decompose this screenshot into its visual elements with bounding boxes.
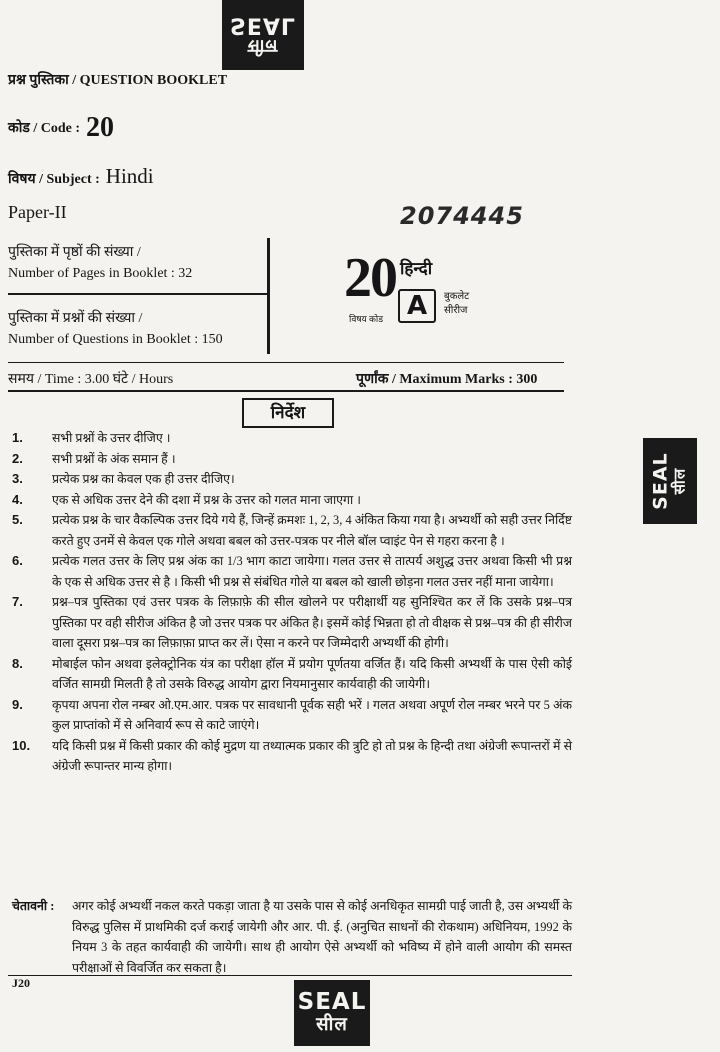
- marks-text: पूर्णांक / Maximum Marks : 300: [356, 372, 538, 387]
- seal-en-text: SEAL: [649, 452, 672, 510]
- instruction-number: 2.: [12, 450, 23, 466]
- booklet-label: प्रश्न पुस्तिका / QUESTION BOOKLET: [8, 73, 228, 88]
- questions-label-hi: पुस्तिका में प्रश्नों की संख्या /: [8, 311, 143, 326]
- divider: [8, 293, 270, 295]
- pages-label-en: Number of Pages in Booklet : 32: [8, 266, 193, 281]
- instruction-number: 10.: [12, 737, 31, 753]
- seal-stamp-side: [643, 438, 697, 524]
- seal-hi-text: सील: [247, 35, 279, 56]
- series-caption-line: सीरीज: [444, 305, 468, 316]
- instruction-item: [12, 654, 572, 695]
- seal-en-text: SEAL: [297, 989, 367, 1016]
- pages-info: [8, 242, 192, 284]
- instruction-item: [12, 510, 572, 551]
- subject-code-caption: विषय कोड: [349, 314, 384, 324]
- instructions-heading: निर्देश: [242, 398, 334, 428]
- series-caption: [444, 290, 469, 318]
- instruction-text: प्रत्येक प्रश्न के चार वैकल्पिक उत्तर दिये गये हैं, जिन्हें क्रमशः 1, 2, 3, 4 अंकित किया गया है। अभ्यर्थी को सही उत्तर निर्दिष्ट करते हुए उनमें से केवल एक गोले अथवा बबल को उत्तर-पत्रक पर नीले बॉल प्वाइंट पेन से गहरा करना है ।: [52, 513, 572, 548]
- instruction-text: प्रश्न–पत्र पुस्तिका एवं उत्तर पत्रक के लिफ़ाफ़े की सील खोलने पर परीक्षार्थी यह सुनिश्चित कर लें कि उसके प्रश्न–पत्र पुस्तिका पर वही सीरीज अंकित है जो उत्तर पत्रक पर अंकित है। इसमें कोई भिन्नता हो तो वीक्षक से प्रश्न–पत्र की ही सीरीज वाला दूसरा प्रश्न–पत्र का लिफ़ाफ़ा प्राप्त कर लें। ऐसा न करने पर जिम्मेदारी अभ्यर्थी की होगी।: [52, 595, 572, 650]
- paper-label: Paper-II: [8, 202, 67, 222]
- series-caption-line: बुकलेट: [444, 291, 470, 302]
- instruction-item: [12, 695, 572, 736]
- subject-label: विषय / Subject :: [8, 172, 100, 187]
- instruction-text: सभी प्रश्नों के अंक समान हैं ।: [52, 451, 176, 466]
- serial-number: 2074445: [400, 202, 524, 230]
- series-letter: A: [398, 289, 436, 323]
- instruction-item: [12, 490, 572, 511]
- divider: [8, 975, 572, 976]
- footer-code: J20: [12, 976, 30, 990]
- code-row: [8, 112, 114, 144]
- seal-en-text: SEAL: [230, 13, 296, 39]
- time-text: समय / Time : 3.00 घंटे / Hours: [8, 372, 174, 387]
- questions-label-en: Number of Questions in Booklet : 150: [8, 332, 223, 347]
- instruction-text: यदि किसी प्रश्न में किसी प्रकार की कोई मुद्रण या तथ्यात्मक प्रकार की त्रुटि हो तो प्रश्न के हिन्दी तथा अंग्रेजी रूपान्तरों में से अंग्रेजी रूपान्तर मान्य होगा।: [52, 738, 572, 773]
- instruction-number: 6.: [12, 553, 23, 568]
- seal-hi-text: सील: [670, 467, 689, 495]
- subject-hindi: हिन्दी: [400, 259, 433, 278]
- divider: [8, 390, 564, 392]
- questions-info: [8, 308, 223, 350]
- subject-row: [8, 164, 154, 189]
- instruction-number: 3.: [12, 471, 23, 486]
- warning-label: चेतावनी :: [12, 899, 55, 913]
- instruction-item: [12, 428, 572, 449]
- seal-stamp-bottom: [294, 980, 370, 1046]
- instruction-number: 5.: [12, 512, 23, 527]
- code-label: कोड / Code :: [8, 121, 81, 136]
- instruction-number: 7.: [12, 594, 23, 609]
- instruction-text: मोबाईल फोन अथवा इलेक्ट्रोनिक यंत्र का परीक्षा हॉल में प्रयोग पूर्णतया वर्जित हैं। यदि किसी अभ्यर्थी के पास ऐसी कोई वर्जित सामग्री मिलती है तो उसके विरुद्ध आयोग द्वारा नियमानुसार कार्यवाही की जायेगी।: [52, 656, 572, 691]
- warning-text: अगर कोई अभ्यर्थी नकल करते पकड़ा जाता है या उसके पास से कोई अनधिकृत सामग्री पाई जाती है, उस अभ्यर्थी के विरुद्ध पुलिस में प्राथमिकी दर्ज कराई जायेगी और आर. पी. ई. (अनुचित साधनों की रोकथाम) अधिनियम, 1992 के नियम 3 के तहत कार्यवाही की जायेगी। साथ ही आयोग ऐसे अभ्यर्थी को भविष्य में होने वाली आयोग की समस्त परीक्षाओं से विवर्जित कर सकता है।: [72, 899, 572, 975]
- instruction-text: कृपया अपना रोल नम्बर ओ.एम.आर. पत्रक पर सावधानी पूर्वक सही भरें । गलत अथवा अपूर्ण रोल नम्बर भरने पर 5 अंक कुल प्राप्तांको में से अनिवार्य रूप से काटे जाएंगे।: [52, 697, 572, 732]
- warning-block: [12, 896, 572, 978]
- instruction-item: [12, 551, 572, 592]
- instruction-number: 1.: [12, 430, 23, 445]
- instruction-text: एक से अधिक उत्तर देने की दशा में प्रश्न के उत्तर को गलत माना जाएगा ।: [52, 492, 361, 507]
- instruction-item: [12, 449, 572, 470]
- instructions-list: [12, 428, 572, 777]
- instruction-item: [12, 592, 572, 654]
- seal-stamp-top: [222, 0, 304, 70]
- divider: [8, 362, 564, 363]
- instruction-text: प्रत्येक गलत उत्तर के लिए प्रश्न अंक का 1/3 भाग काटा जायेगा। गलत उत्तर से तात्पर्य अशुद्ध उत्तर अथवा किसी भी प्रश्न के एक से अधिक उत्तर से है । किसी भी प्रश्न से संबंधित गोले या बबल को खाली छोड़ना गलत उत्तर नहीं माना जायेगा।: [52, 554, 572, 589]
- instruction-number: 8.: [12, 655, 23, 671]
- pages-label-hi: पुस्तिका में पृष्ठों की संख्या /: [8, 245, 141, 260]
- instruction-text: प्रत्येक प्रश्न का केवल एक ही उत्तर दीजिए।: [52, 472, 235, 486]
- instruction-number: 4.: [12, 491, 23, 507]
- instruction-item: [12, 469, 572, 490]
- code-value: 20: [86, 112, 115, 143]
- instruction-text: सभी प्रश्नों के उत्तर दीजिए ।: [52, 431, 171, 445]
- divider: [267, 238, 270, 354]
- seal-hi-text: सील: [316, 1014, 348, 1036]
- subject-code-large: 20: [344, 247, 396, 309]
- instruction-item: [12, 736, 572, 777]
- subject-value: Hindi: [105, 164, 154, 188]
- instruction-number: 9.: [12, 696, 23, 712]
